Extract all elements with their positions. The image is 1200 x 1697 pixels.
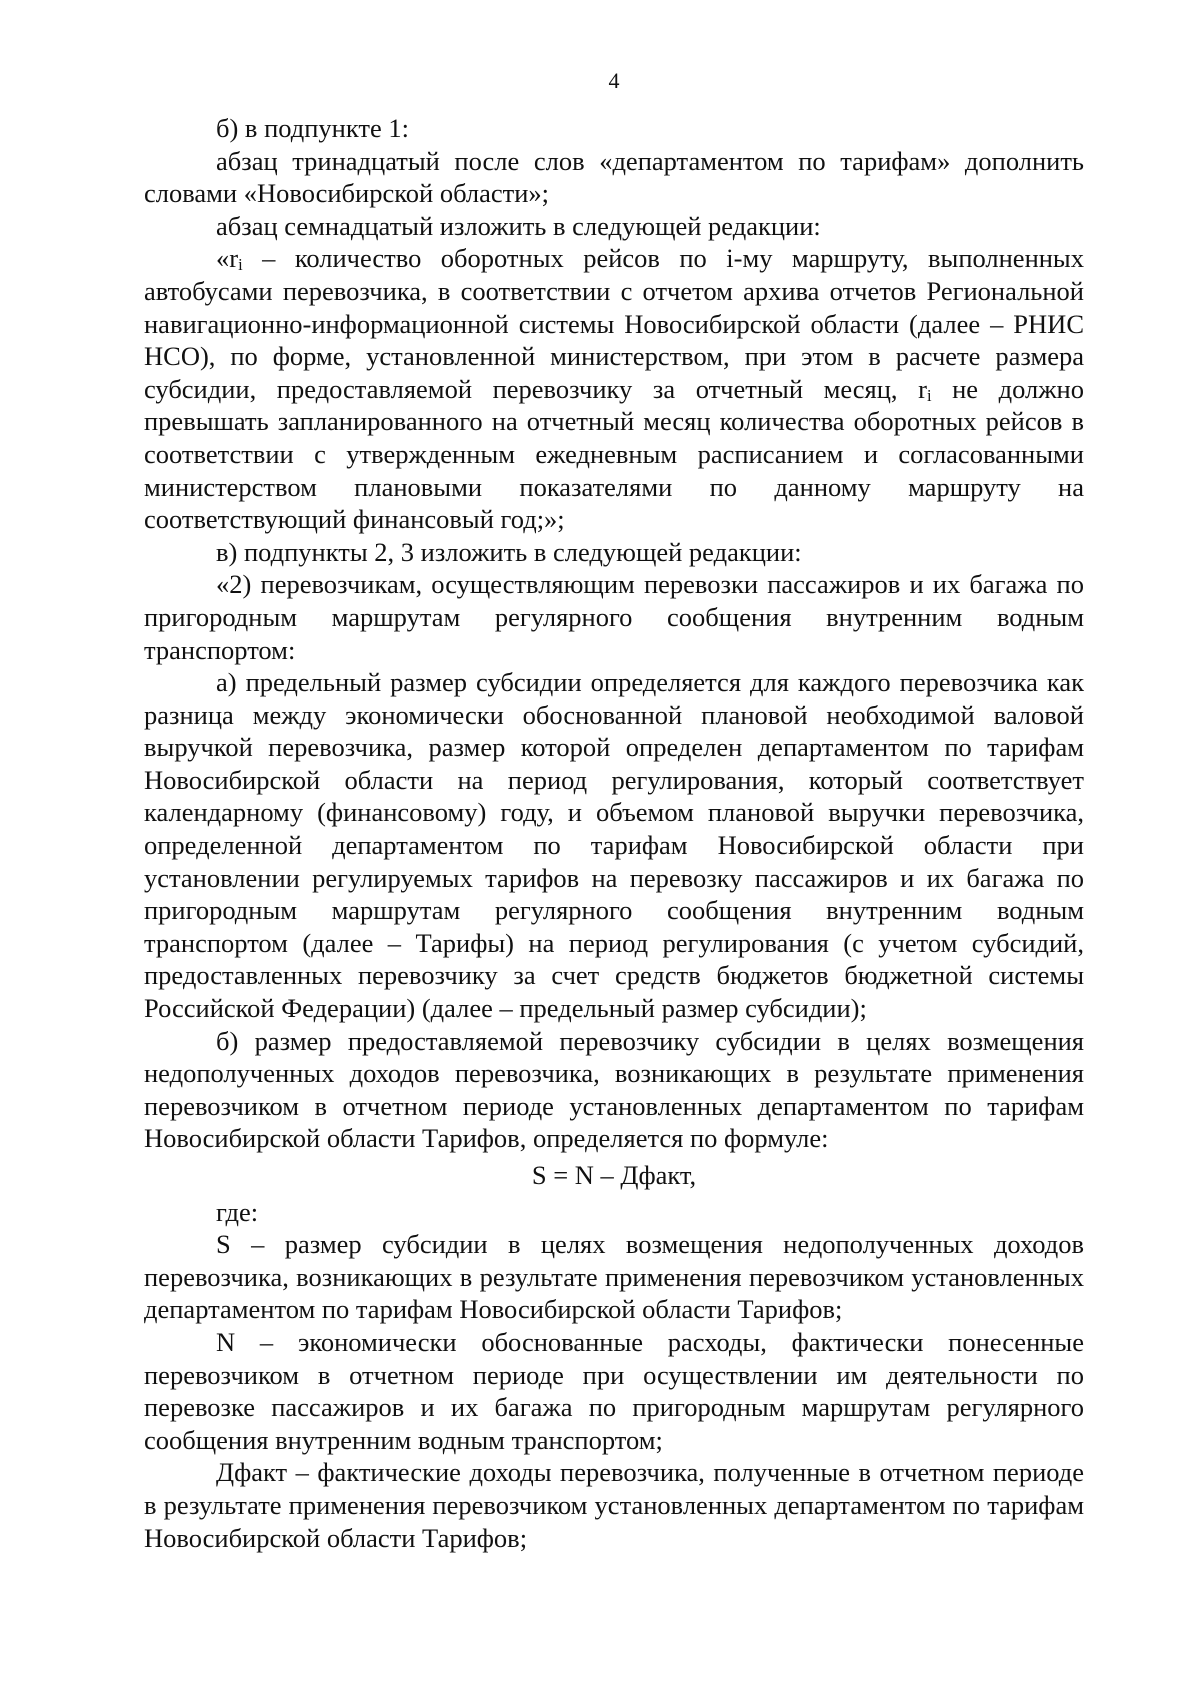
paragraph: б) размер предоставляемой перевозчику субсидии в целях возмещения недополученных доходов перевозчика, возникающих в результате применения перевозчиком в отчетном периоде установленных департаментом по тарифам Новосибирской области Тарифов, определяется по формуле: [144, 1025, 1084, 1154]
paragraph: б) в подпункте 1: [216, 113, 409, 143]
paragraph: S – размер субсидии в целях возмещения недополученных доходов перевозчика, возникающих в результате применения перевозчиком установленных департаментом по тарифам Новосибирской области Тарифов; [144, 1229, 1084, 1325]
paragraph: абзац семнадцатый изложить в следующей редакции: [216, 210, 821, 241]
paragraph: Дфакт – фактические доходы перевозчика, полученные в отчетном периоде в результате применения перевозчиком установленных департаментом по тарифам Новосибирской области Тарифов; [144, 1457, 1084, 1553]
paragraph-ri-definition [144, 242, 1084, 535]
formula: S = N – Дфакт, [531, 1160, 697, 1190]
paragraph: а) предельный размер субсидии определяется для каждого перевозчика как разница между экономически обоснованной плановой необходимой валовой выручкой перевозчика, размер которой определен департаментом по тарифам Новосибирской области на период регулирования, который соответствует календарному (финансовому) году, и объемом плановой выручки перевозчика, определенной департаментом по тарифам Новосибирской области при установлении регулируемых тарифов на перевозку пассажиров и их багажа по пригородным маршрутам регулярного сообщения внутренним водным транспортом (далее – Тарифы) на период регулирования (с учетом субсидий, предоставленных перевозчику за счет средств бюджетов бюджетной системы Российской Федерации) (далее – предельный размер субсидии); [144, 667, 1084, 1024]
document-body [144, 112, 1084, 1554]
paragraph: N – экономически обоснованные расходы, фактически понесенные перевозчиком в отчетном периоде при осуществлении им деятельности по перевозке пассажиров и их багажа по пригородным маршрутам регулярного сообщения внутренним водным транспортом; [144, 1326, 1084, 1455]
paragraph-text: не должно превышать запланированного на отчетный месяц количества оборотных рейсов в соответствии с утвержденным ежедневным расписанием и согласованными министерством плановыми показателями по данному маршруту на соответствующий финансовый год;»; [144, 373, 1084, 535]
paragraph: абзац тринадцатый после слов «департаментом по тарифам» дополнить словами «Новосибирской области»; [144, 145, 1084, 209]
subscript: i [238, 255, 243, 275]
subscript: i [926, 385, 932, 405]
paragraph-text: – количество оборотных рейсов по i-му маршруту, выполненных автобусами перевозчика, в соответствии с отчетом архива отчетов Региональной навигационно-информационной системы Новосибирской области (далее – РНИС НСО), по форме, установленной министерством, при этом в расчете размера субсидии, предоставляемой перевозчику за отчетный месяц, r [144, 243, 1084, 404]
paragraph-text: «r [216, 243, 239, 274]
paragraph: «2) перевозчикам, осуществляющим перевозки пассажиров и их багажа по пригородным маршрутам регулярного сообщения внутренним водным транспортом: [144, 569, 1084, 665]
paragraph: в) подпункты 2, 3 изложить в следующей редакции: [216, 536, 802, 567]
paragraph: где: [216, 1196, 259, 1227]
page-number: 4 [608, 68, 620, 93]
